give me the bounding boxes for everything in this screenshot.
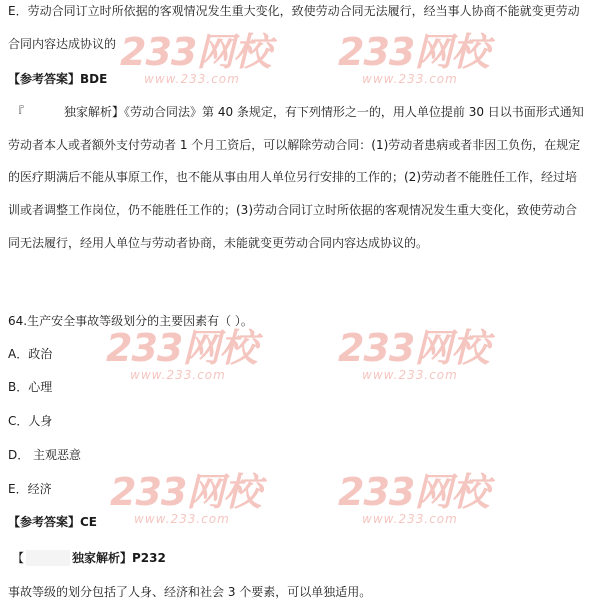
watermark-url: www.233.com: [144, 72, 240, 86]
q64-stem: 64.生产安全事故等级划分的主要因素有（ ）。: [8, 314, 253, 328]
watermark-url: www.233.com: [362, 368, 458, 382]
q63-analysis-line1: 独家解析】《劳动合同法》第 40 条规定，有下列情形之一的，用人单位提前 30 日以书面形式通知: [64, 105, 584, 119]
q63-analysis-marker: 『: [12, 105, 25, 119]
q63-analysis-line2: 劳动者本人或者额外支付劳动者 1 个月工资后，可以解除劳动合同：(1)劳动者患病或者非因工负伤，在规定: [8, 138, 581, 152]
watermark-top-left: [120, 32, 270, 86]
q63-answer: 【参考答案】BDE: [8, 72, 108, 86]
q64-option-e: E．经济: [8, 482, 52, 496]
redaction-smudge: [26, 550, 70, 566]
watermark-top-right: [338, 32, 488, 86]
q64-option-b: B．心理: [8, 380, 53, 394]
q63-option-e-line2: 合同内容达成协议的: [8, 37, 117, 51]
watermark-mid-left: [106, 328, 256, 382]
watermark-logo: 233网校: [338, 326, 489, 370]
watermark-url: www.233.com: [362, 72, 458, 86]
q63-analysis-line5: 同无法履行，经用人单位与劳动者协商，未能就变更劳动合同内容达成协议的。: [8, 236, 429, 250]
q64-analysis-marker: 【: [12, 551, 25, 565]
q64-analysis-head: 独家解析】P232: [72, 551, 166, 565]
watermark-bottom-left: [110, 472, 260, 526]
watermark-logo: 233网校: [106, 326, 257, 370]
q64-analysis-body: 事故等级的划分包括了人身、经济和社会 3 个要素，可以单独适用。: [8, 585, 372, 599]
q64-answer: 【参考答案】CE: [8, 515, 98, 529]
watermark-logo: 233网校: [110, 470, 261, 514]
watermark-logo: 233网校: [338, 30, 489, 74]
q64-option-a: A．政治: [8, 347, 53, 361]
watermark-bottom-right: [338, 472, 488, 526]
watermark-url: www.233.com: [130, 368, 226, 382]
q63-analysis-line4: 训或者调整工作岗位，仍不能胜任工作的；(3)劳动合同订立时所依据的客观情况发生重大变化，致使劳动合: [8, 203, 578, 217]
q64-option-c: C．人身: [8, 414, 53, 428]
watermark-logo: 233网校: [120, 30, 271, 74]
watermark-url: www.233.com: [134, 512, 230, 526]
q64-option-d: D． 主观恶意: [8, 448, 82, 462]
watermark-url: www.233.com: [362, 512, 458, 526]
q63-analysis-line3: 的医疗期满后不能从事原工作，也不能从事由用人单位另行安排的工作的；(2)劳动者不能胜任工作，经过培: [8, 170, 578, 184]
watermark-logo: 233网校: [338, 470, 489, 514]
watermark-mid-right: [338, 328, 488, 382]
q63-option-e-line1: E．劳动合同订立时所依据的客观情况发生重大变化，致使劳动合同无法履行，经当事人协商不能就变更劳动: [8, 4, 580, 18]
